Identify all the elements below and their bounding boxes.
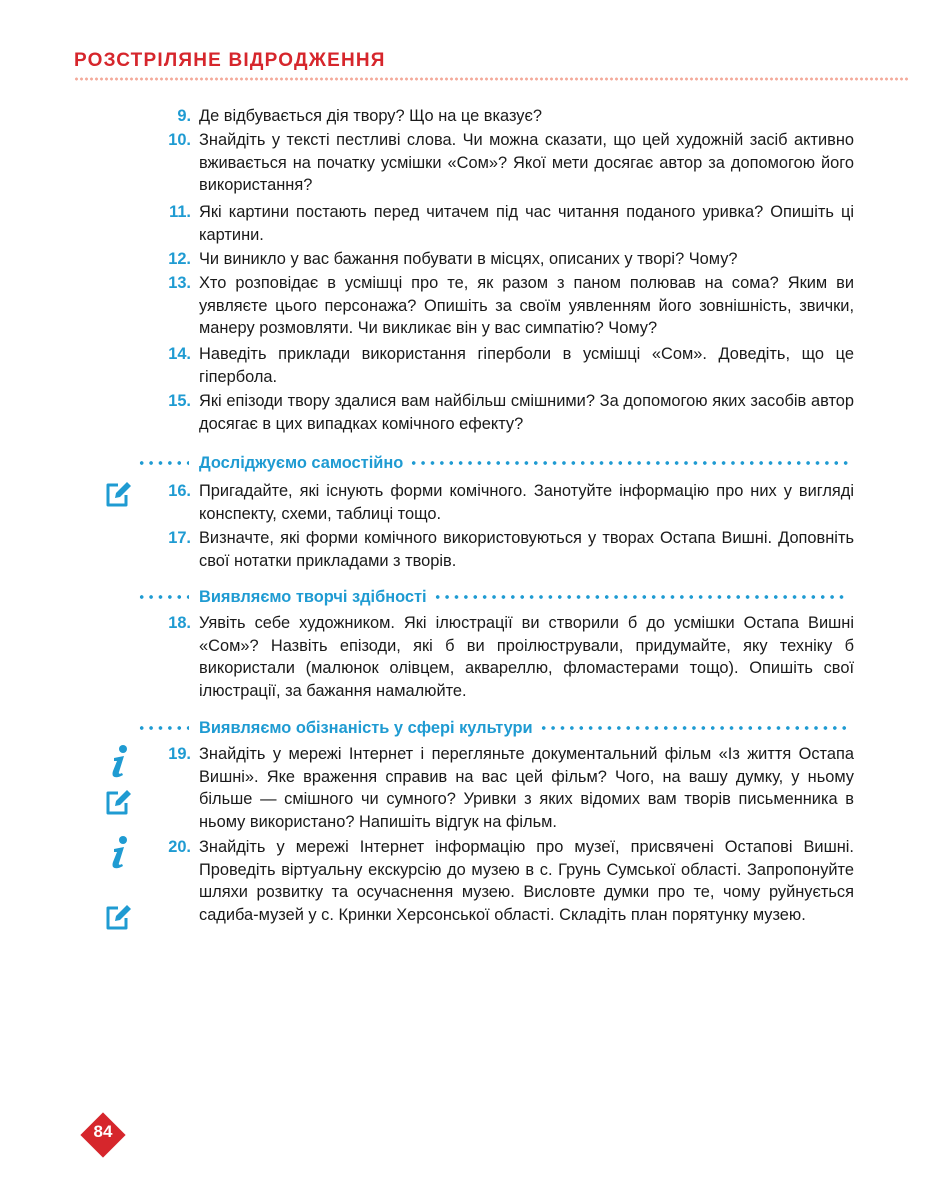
info-icon xyxy=(108,744,132,783)
question-number: 13. xyxy=(168,274,191,292)
question-item xyxy=(164,480,854,525)
question-text: Пригадайте, які існують форми комічного. Занотуйте інформацію про них у вигляді конспекту, схеми, таблиці тощо. xyxy=(199,482,854,523)
question-number: 11. xyxy=(169,203,191,221)
question-item xyxy=(164,129,854,197)
question-item xyxy=(164,248,854,271)
dotted-leader xyxy=(433,594,849,600)
question-text: Чи виникло у вас бажання побувати в місцях, описаних у творі? Чому? xyxy=(199,250,738,268)
question-item xyxy=(164,201,854,246)
pencil-note-icon xyxy=(103,481,133,514)
question-text: Знайдіть у мережі Інтернет інформацію про музеї, присвячені Остапові Вишні. Проведіть віртуальну екскурсію до музею в с. Грунь Сумської області. Запропонуйте шляхи розвитку та осучаснення музею. Висловте думки про те, чому руйнується садиба-музей у с. Кринки Херсонської області. Складіть план порятунку музею. xyxy=(199,838,854,924)
dotted-leader xyxy=(137,725,189,731)
section-title: Виявляємо творчі здібності xyxy=(199,587,427,606)
question-text: Знайдіть у мережі Інтернет і перегляньте документальний фільм «Із життя Остапа Вишні». Яке враження справив на вас цей фільм? Чого, на вашу думку, у ньому більше — смішного чи сумного? Уривки з яких відомих вам творів письменника в ньому використано? Напишіть відгук на фільм. xyxy=(199,745,854,831)
question-item xyxy=(164,343,854,388)
question-item xyxy=(164,612,854,702)
header-dotted-rule xyxy=(74,77,908,81)
dotted-leader xyxy=(539,725,849,731)
pencil-note-icon xyxy=(103,904,133,937)
question-item xyxy=(164,527,854,572)
section-title: Виявляємо обізнаність у сфері культури xyxy=(199,718,533,737)
dotted-leader xyxy=(409,460,849,466)
question-item xyxy=(164,743,854,833)
question-number: 20. xyxy=(168,838,191,856)
running-header-title: РОЗСТРІЛЯНЕ ВІДРОДЖЕННЯ xyxy=(74,50,386,71)
info-icon xyxy=(108,835,132,874)
question-text: Хто розповідає в усмішці про те, як разом з паном полював на сома? Яким ви уявляєте цього персонажа? Опишіть за своїм уявленням його зовнішність, звички, манеру розмовляти. Чи викликає він у вас симпатію? Чому? xyxy=(199,274,854,337)
dotted-leader xyxy=(137,594,189,600)
question-number: 9. xyxy=(177,107,191,125)
section-title: Досліджуємо самостійно xyxy=(199,453,404,472)
section-heading-self-study xyxy=(137,453,849,473)
question-text: Наведіть приклади використання гіперболи в усмішці «Сом». Доведіть, що це гіпербола. xyxy=(199,345,854,386)
question-number: 19. xyxy=(168,745,191,763)
page-number: 84 xyxy=(93,1122,113,1141)
dotted-leader xyxy=(137,460,189,466)
question-item xyxy=(164,836,854,926)
question-text: Уявіть себе художником. Які ілюстрації ви створили б до усмішки Остапа Вишні «Сом»? Назвіть епізоди, які б ви проілюстрували, придумайте, яку техніку б використали (малюнок олівцем, аквареллю, фломастерами тощо). Опишіть свої ілюстрації, за бажання намалюйте. xyxy=(199,614,854,700)
question-text: Знайдіть у тексті пестливі слова. Чи можна сказати, що цей художній засіб активно вживається на початку усмішки «Сом»? Якої мети досягає автор за допомогою його використання? xyxy=(199,131,854,194)
question-number: 12. xyxy=(168,250,191,268)
section-heading-culture-awareness xyxy=(137,718,849,738)
question-number: 10. xyxy=(168,131,191,149)
question-number: 14. xyxy=(168,345,191,363)
question-text: Які епізоди твору здалися вам найбільш смішними? За допомогою яких засобів автор досягає в цих випадках комічного ефекту? xyxy=(199,392,854,433)
question-number: 17. xyxy=(168,529,191,547)
question-number: 18. xyxy=(168,614,191,632)
question-text: Визначте, які форми комічного використовуються у творах Остапа Вишні. Доповніть свої нотатки прикладами з творів. xyxy=(199,529,854,570)
question-item xyxy=(164,272,854,340)
question-number: 16. xyxy=(168,482,191,500)
question-text: Де відбувається дія твору? Що на це вказує? xyxy=(199,107,542,125)
question-item xyxy=(164,105,854,128)
section-heading-creative-abilities xyxy=(137,587,849,607)
question-number: 15. xyxy=(168,392,191,410)
question-item xyxy=(164,390,854,435)
pencil-note-icon xyxy=(103,789,133,822)
question-text: Які картини постають перед читачем під час читання поданого уривка? Опишіть ці картини. xyxy=(199,203,854,244)
